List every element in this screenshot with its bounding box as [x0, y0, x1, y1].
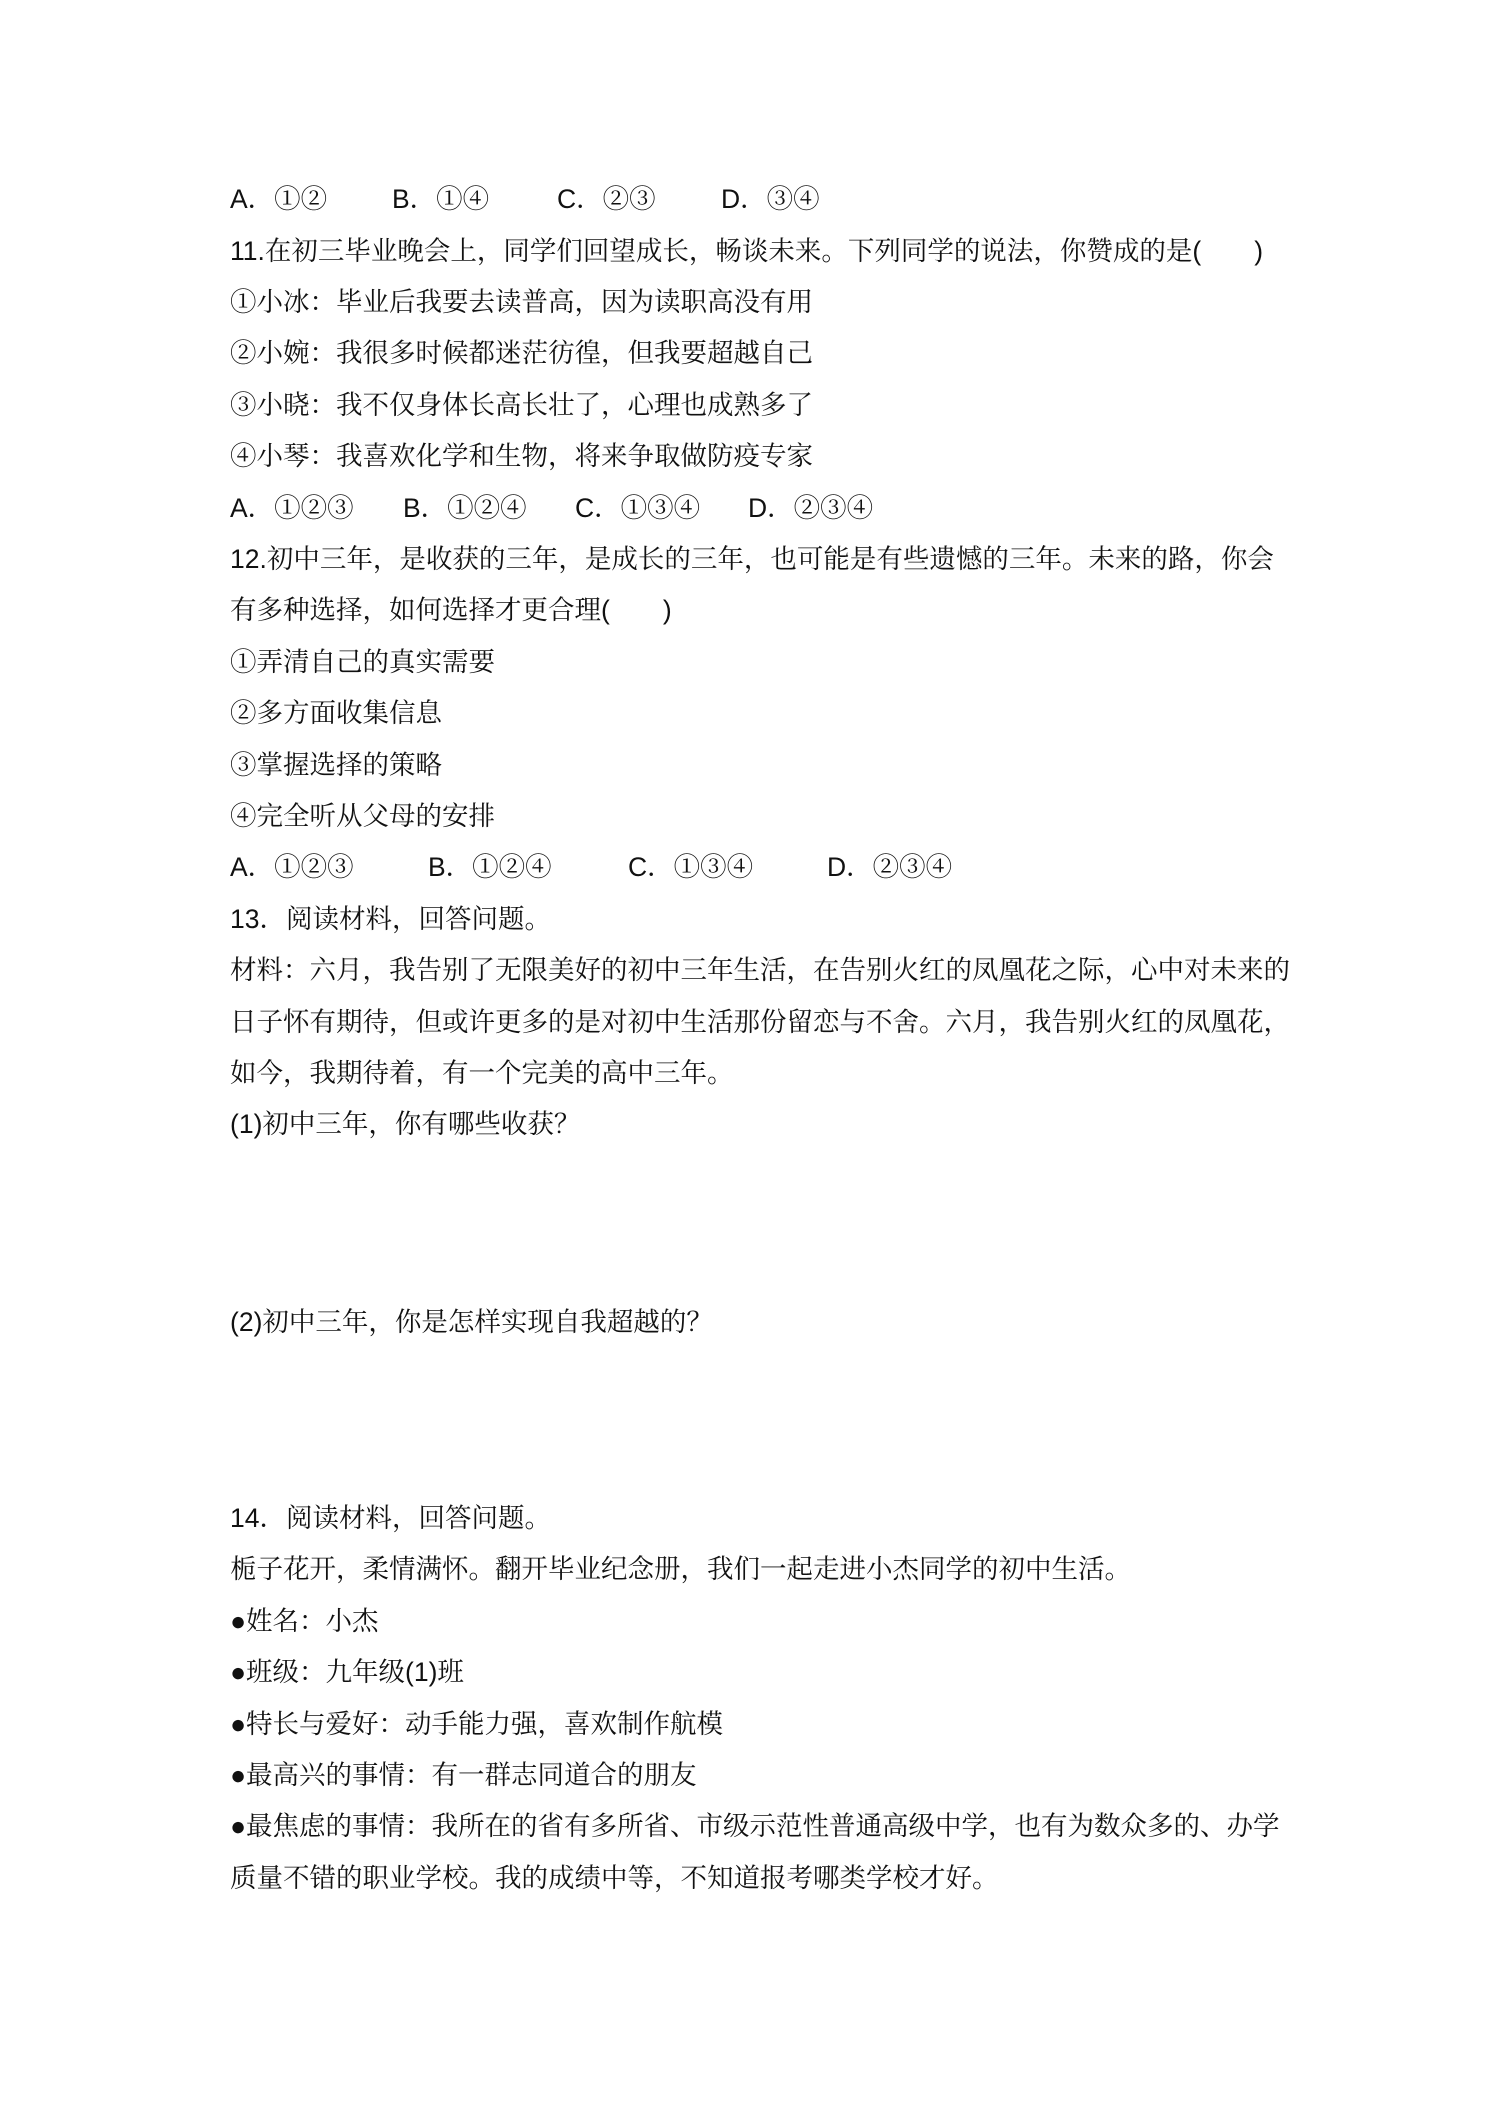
q14-profile-class: ●班级：九年级(1)班 — [230, 1657, 464, 1688]
q14-profile-anxious-line-2: 质量不错的职业学校。我的成绩中等，不知道报考哪类学校才好。 — [230, 1862, 999, 1893]
q11-statement-2: ②小婉：我很多时候都迷茫彷徨，但我要超越自己 — [230, 338, 813, 369]
q11-stem: 11.在初三毕业晚会上，同学们回望成长，畅谈未来。下列同学的说法，你赞成的是( ) — [230, 235, 1264, 266]
answer-space — [230, 1349, 1488, 1494]
q14-intro: 栀子花开，柔情满怀。翻开毕业纪念册，我们一起走进小杰同学的初中生活。 — [230, 1554, 1131, 1585]
q10-option-a: A．①② — [230, 184, 328, 215]
q14-profile-name: ●姓名：小杰 — [230, 1605, 379, 1636]
q12-stem-line-2: 有多种选择，如何选择才更合理( ) — [230, 595, 672, 626]
q11-option-d: D．②③④ — [748, 492, 874, 523]
q12-stem-line-1: 12.初中三年，是收获的三年，是成长的三年，也可能是有些遗憾的三年。未来的路，你会 — [230, 544, 1274, 575]
q12-options — [230, 842, 1488, 893]
q12-option-c: C．①③④ — [628, 852, 754, 883]
q12-statement-3: ③掌握选择的策略 — [230, 749, 442, 780]
q11-statement-4: ④小琴：我喜欢化学和生物，将来争取做防疫专家 — [230, 441, 813, 472]
q10-option-b: B．①④ — [392, 184, 490, 215]
q14-profile-happiest: ●最高兴的事情：有一群志同道合的朋友 — [230, 1760, 697, 1791]
q12-option-a: A．①②③ — [230, 852, 354, 883]
q13-sub-question-2: (2)初中三年，你是怎样实现自我超越的？ — [230, 1307, 713, 1338]
answer-space — [230, 1151, 1488, 1297]
q12-option-b: B．①②④ — [428, 852, 552, 883]
q12-statement-1: ①弄清自己的真实需要 — [230, 646, 495, 677]
q13-material-line-2: 日子怀有期待，但或许更多的是对初中生活那份留恋与不舍。六月，我告别火红的凤凰花， — [230, 1006, 1290, 1037]
q13-sub-question-1: (1)初中三年，你有哪些收获？ — [230, 1109, 581, 1140]
q11-option-b: B．①②④ — [403, 492, 527, 523]
q13-material-line-1: 材料：六月，我告别了无限美好的初中三年生活，在告别火红的凤凰花之际，心中对未来的 — [230, 955, 1290, 986]
q14-profile-anxious-line-1: ●最焦虑的事情：我所在的省有多所省、市级示范性普通高级中学，也有为数众多的、办学 — [230, 1811, 1280, 1842]
q10-option-c: C．②③ — [557, 184, 656, 215]
q12-statement-4: ④完全听从父母的安排 — [230, 800, 495, 831]
q12-statement-2: ②多方面收集信息 — [230, 698, 442, 729]
q11-option-a: A．①②③ — [230, 492, 354, 523]
q10-option-d: D．③④ — [721, 184, 820, 215]
q13-material-line-3: 如今，我期待着，有一个完美的高中三年。 — [230, 1057, 734, 1088]
q11-option-c: C．①③④ — [575, 492, 701, 523]
q10-options — [230, 174, 1488, 225]
q14-title: 14．阅读材料，回答问题。 — [230, 1503, 551, 1534]
q14-profile-hobby: ●特长与爱好：动手能力强，喜欢制作航模 — [230, 1708, 724, 1739]
q13-title: 13．阅读材料，回答问题。 — [230, 903, 551, 934]
q11-statement-3: ③小晓：我不仅身体长高长壮了，心理也成熟多了 — [230, 389, 813, 420]
q12-option-d: D．②③④ — [827, 852, 953, 883]
q11-options — [230, 483, 1488, 534]
q11-statement-1: ①小冰：毕业后我要去读普高，因为读职高没有用 — [230, 287, 813, 318]
